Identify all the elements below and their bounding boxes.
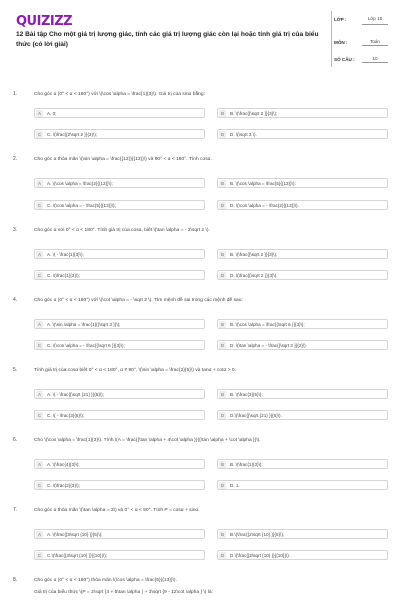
question-number: 7. (13, 507, 18, 513)
option-text: C. \(\frac{1}{3}\); (47, 273, 80, 278)
option-letter: A (36, 461, 43, 468)
option-d[interactable] (217, 129, 388, 139)
count-value: 10 (362, 56, 388, 63)
question-text: Cho góc α (0° < α < 180°) với \(\cot \alpha = - \sqrt 2 \). Tìm mệnh đề sai trong các mệnh đề sau: (34, 298, 243, 303)
option-c[interactable] (34, 480, 205, 490)
option-c[interactable] (34, 340, 205, 350)
option-letter: A (36, 180, 43, 187)
option-text: C. \(\cos \alpha = - \frac{5}{{13}}\); (47, 203, 116, 208)
option-text: B.\(\frac{{2\sqrt {10} }}{5}\); (230, 532, 285, 537)
question-number: 4. (13, 297, 18, 303)
worksheet-title: 12 Bài tập Cho một giá trị lượng giác, tính các giá trị lượng giác còn lại hoặc tính giá trị của biểu thức (có lời giải) (16, 31, 319, 48)
option-d[interactable] (217, 480, 388, 490)
option-d[interactable] (217, 340, 388, 350)
option-letter: D (220, 343, 225, 348)
question-number: 2. (13, 156, 18, 162)
option-text: A. \( - \frac{1}{3}\); (47, 252, 84, 257)
option-letter: A (36, 251, 43, 258)
option-letter: D (220, 553, 225, 558)
option-c[interactable] (34, 129, 205, 139)
option-text: B. \(\cos \alpha = \frac{5}{{13}}\); (230, 181, 296, 186)
question-text: Cho góc α thỏa mãn \(\tan \alpha = 3\) và 0° < α < 90°. Tính P = cosα + sinα. (34, 508, 200, 513)
option-b[interactable] (217, 529, 388, 539)
option-d[interactable] (217, 550, 388, 560)
option-letter: B (219, 391, 226, 398)
option-text: A. 0; (47, 111, 57, 116)
option-text: D. \(\frac{{\sqrt 2 }}{3}\). (230, 273, 278, 278)
option-letter: B (219, 110, 226, 117)
worksheet-header (0, 0, 400, 74)
option-letter: C (37, 132, 42, 137)
option-text: C. \(\frac{{2\sqrt 2 }}{3}\); (47, 132, 98, 137)
option-d[interactable] (217, 410, 388, 420)
option-text: D. 1. (230, 483, 240, 488)
option-b[interactable] (217, 459, 388, 469)
option-c[interactable] (34, 410, 205, 420)
option-text: A. \( - \frac{{\sqrt {21} }}{5}\); (47, 392, 104, 397)
option-letter: B (219, 251, 226, 258)
subject-label: MÔN : (334, 40, 348, 45)
option-text: B. \(\cos \alpha = \frac{{\sqrt 6 }}{3}\); (230, 322, 305, 327)
option-text: B. \(\frac{1}{3}\); (230, 462, 263, 467)
option-a[interactable] (34, 108, 205, 118)
question-text: Cho \(\cos \alpha = \frac{1}{3}\). Tính \(A = \frac{{\tan \alpha + 4\cot \alpha }}{{\tan \alpha + \cot \alpha }}\). (34, 438, 261, 443)
option-b[interactable] (217, 389, 388, 399)
option-letter: C (37, 203, 42, 208)
question-number: 1. (13, 91, 18, 97)
option-text: C. \( - \frac{3}{5}\); (47, 413, 85, 418)
option-c[interactable] (34, 550, 205, 560)
option-letter: D (220, 132, 225, 137)
option-text: D.\(\frac{{2\sqrt {10} }}{{10}}\). (230, 553, 291, 558)
option-text: C. \(\frac{2}{3}\); (47, 483, 80, 488)
question-number: 5. (13, 367, 18, 373)
option-text: D. \(\cos \alpha = - \frac{2}{{13}}\). (230, 203, 299, 208)
option-a[interactable] (34, 178, 205, 188)
option-c[interactable] (34, 270, 205, 280)
option-text: D. \(\sqrt 3 \). (230, 132, 257, 137)
question-text-continued: Giá trị của biểu thức \(P = 2\sqrt {4 + 5\tan \alpha } + 3\sqrt {9 - 12\cot \alpha } \) là: (34, 590, 213, 595)
header-divider (331, 11, 332, 67)
option-letter: A (36, 110, 43, 117)
option-a[interactable] (34, 319, 205, 329)
option-a[interactable] (34, 529, 205, 539)
option-a[interactable] (34, 389, 205, 399)
option-letter: D (220, 413, 225, 418)
option-letter: A (36, 531, 43, 538)
question-text: Cho góc α với 0° < α < 180°. Tính giá trị của cosα, biết \(\tan \alpha = - 2\sqrt 2 \). (34, 228, 210, 233)
option-letter: D (220, 273, 225, 278)
quizizz-logo: QUIZIZZ (16, 14, 73, 29)
subject-value: Toán (362, 39, 388, 46)
option-text: C.\(\frac{{3\sqrt {10} }}{{10}}\); (47, 553, 108, 558)
option-letter: B (219, 180, 226, 187)
option-letter: C (37, 343, 42, 348)
option-letter: C (37, 413, 42, 418)
option-text: B. \(\frac{3}{5}\); (230, 392, 263, 397)
option-d[interactable] (217, 200, 388, 210)
option-text: D.\(\frac{{\sqrt {21} }}{5}\). (230, 413, 282, 418)
option-letter: A (36, 391, 43, 398)
option-letter: C (37, 483, 42, 488)
option-text: A. \(\cos \alpha = \frac{2}{{13}}\); (47, 181, 113, 186)
option-letter: C (37, 273, 42, 278)
question-number: 6. (13, 437, 18, 443)
option-text: A. \(\sin \alpha = \frac{1}{{\sqrt 3 }}\); (47, 322, 121, 327)
option-letter: D (220, 483, 225, 488)
class-label: LỚP : (334, 17, 347, 22)
option-a[interactable] (34, 249, 205, 259)
option-text: D. \(\tan \alpha = - \frac{{\sqrt 2 }}{2}\). (230, 343, 307, 348)
option-c[interactable] (34, 200, 205, 210)
option-text: B. \(\frac{{\sqrt 2 }}{3}\); (230, 111, 278, 116)
question-text: Tính giá trị của cosα biết 0° < α < 180°, α ≠ 90°, \(\sin \alpha = \frac{2}{5}\) và tanα + cotα > 0. (34, 368, 236, 373)
option-letter: B (219, 321, 226, 328)
option-b[interactable] (217, 108, 388, 118)
question-number: 8. (13, 577, 18, 583)
option-d[interactable] (217, 270, 388, 280)
option-letter: D (220, 203, 225, 208)
option-text: A. \(\frac{4}{3}\); (47, 462, 80, 467)
class-value: Lớp 10 (362, 15, 388, 25)
option-text: C. \(\cos \alpha = - \frac{{\sqrt 6 }}{3}\); (47, 343, 125, 348)
option-b[interactable] (217, 319, 388, 329)
option-text: B. \(\frac{{\sqrt 2 }}{3}\); (230, 252, 278, 257)
option-text: A. \(\frac{{3\sqrt {10} }}{5}\); (47, 532, 103, 537)
question-text: Cho góc α (0° < α < 180°) thỏa mãn \(\cos \alpha = \frac{5}{{13}}\). (34, 578, 177, 583)
question-number: 3. (13, 227, 18, 233)
question-text: Cho góc α (0° < α < 180°) với \(\cos \alpha = \frac{1}{3}\). Giá trị của sinα bằng: (34, 92, 205, 97)
option-letter: B (219, 531, 226, 538)
count-label: SỐ CÂU : (334, 57, 355, 62)
option-letter: A (36, 321, 43, 328)
option-letter: B (219, 461, 226, 468)
question-text: Cho góc α thỏa mãn \(\sin \alpha = \frac{{12}}{{13}}\) và 90° < α < 180°. Tính cosα. (34, 157, 212, 162)
option-b[interactable] (217, 249, 388, 259)
option-letter: C (37, 553, 42, 558)
option-b[interactable] (217, 178, 388, 188)
option-a[interactable] (34, 459, 205, 469)
